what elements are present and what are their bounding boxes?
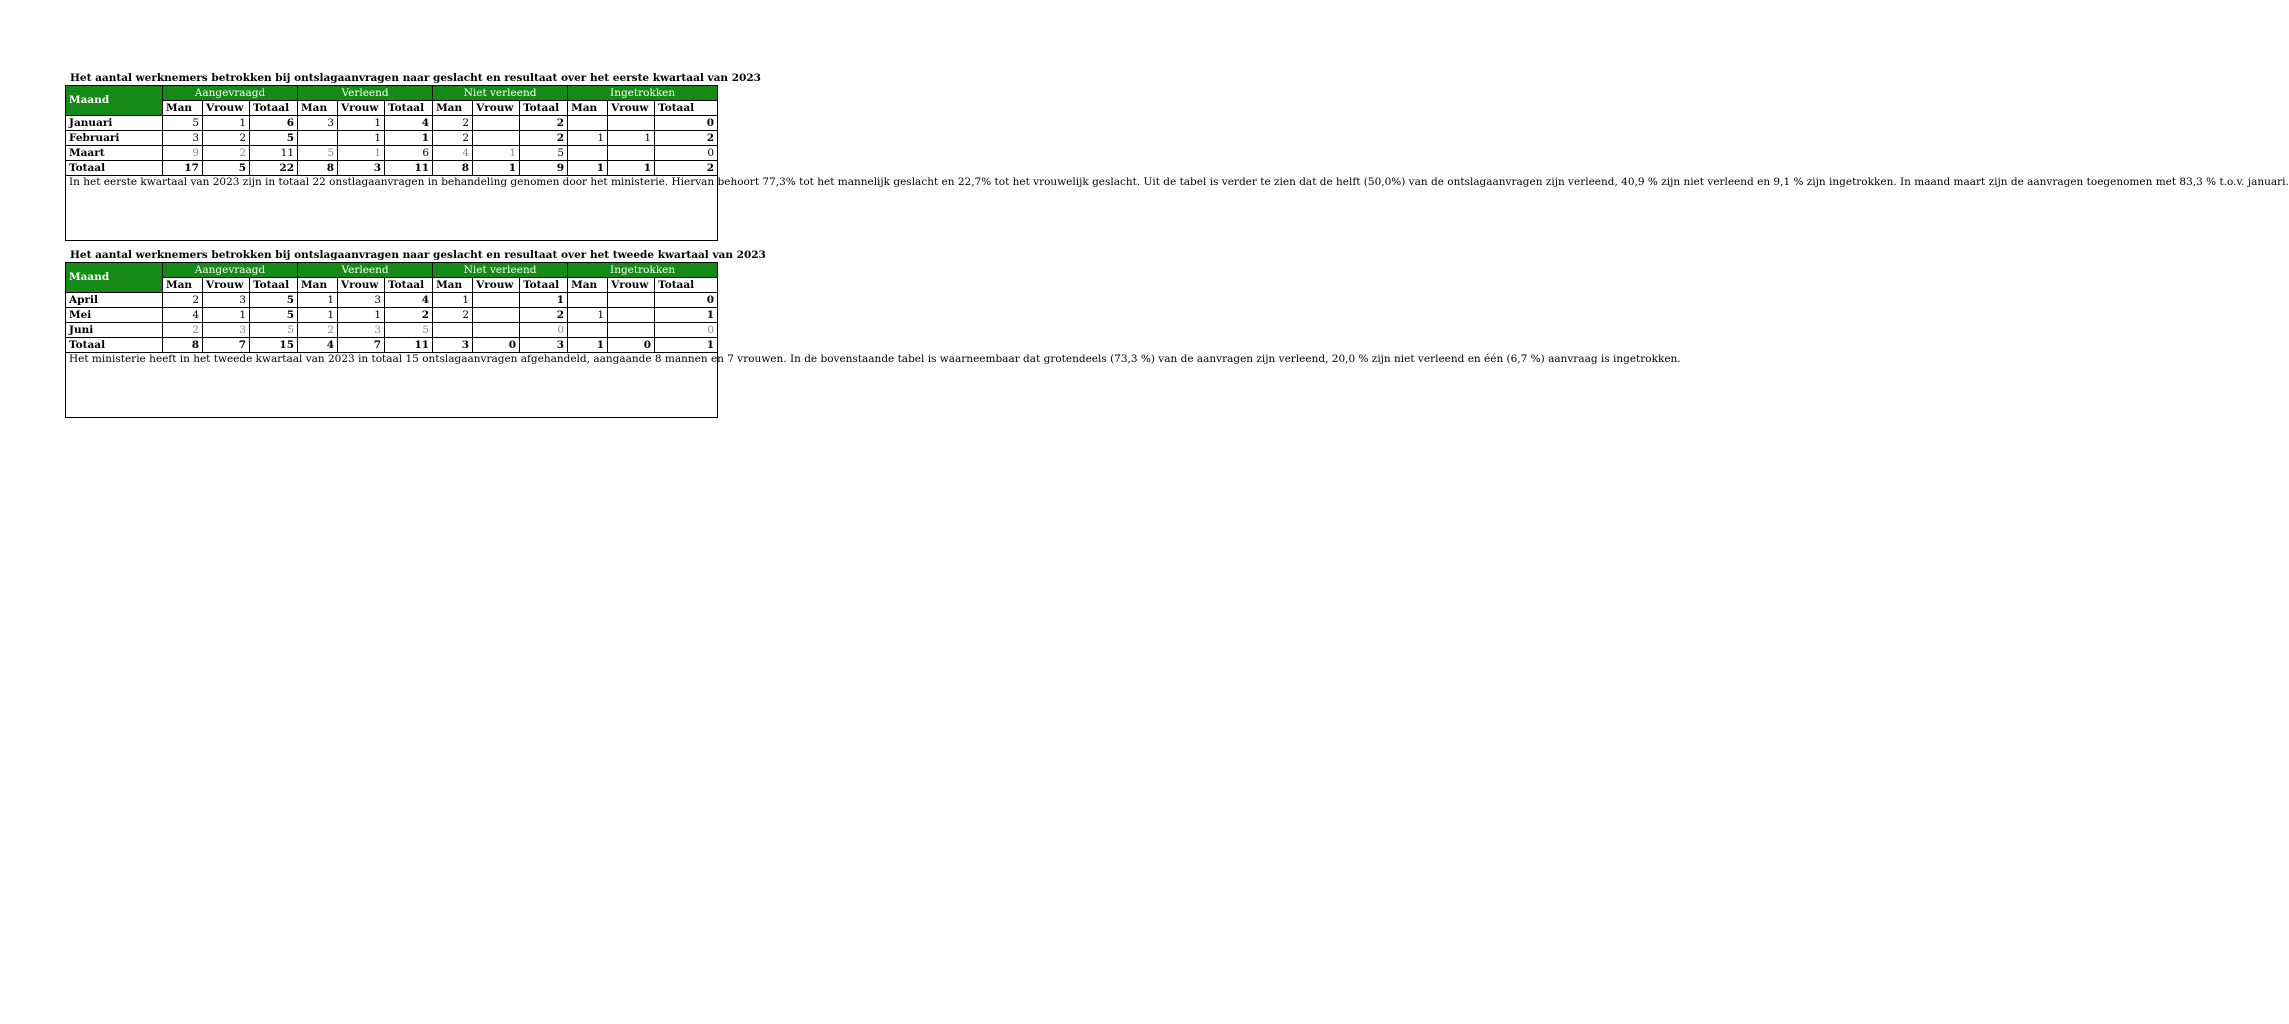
column-header: Man: [568, 101, 608, 116]
table-cell: [568, 146, 608, 161]
column-header: Vrouw: [473, 278, 520, 293]
row-label: Maart: [66, 146, 163, 161]
table-cell: 2: [298, 323, 338, 338]
group-header-row: [66, 86, 718, 101]
table-cell: 1: [568, 161, 608, 176]
table-cell: 2: [655, 161, 718, 176]
table-cell: 4: [163, 308, 203, 323]
table-cell: 1: [568, 131, 608, 146]
data-table-q1: [65, 85, 2289, 241]
table-block-q2: [65, 249, 1681, 418]
table-cell: [473, 293, 520, 308]
table-cell: 2: [520, 116, 568, 131]
table-cell: 1: [568, 338, 608, 353]
table-row: [66, 116, 718, 131]
table-cell: [608, 293, 655, 308]
table-cell: 3: [338, 161, 385, 176]
table-cell: 4: [385, 293, 433, 308]
table-cell: 0: [473, 338, 520, 353]
table-cell: 0: [655, 293, 718, 308]
table-cell: 1: [298, 293, 338, 308]
table-cell: 5: [250, 131, 298, 146]
table-cell: 1: [608, 131, 655, 146]
note-text: Het ministerie heeft in het tweede kwartaal van 2023 in totaal 15 ontslagaanvragen afgehandeld, aangaande 8 mannen en 7 vrouwen. In de bovenstaande tabel is waarneembaar dat grotendeels (73,3 %) van de aanvragen zijn verleend, 20,0 % zijn niet verleend en één (6,7 %) aanvraag is ingetrokken.: [66, 353, 718, 418]
table-cell: 3: [203, 323, 250, 338]
row-label: April: [66, 293, 163, 308]
note-row: [66, 176, 718, 241]
table-cell: [433, 323, 473, 338]
table-cell: 0: [608, 338, 655, 353]
table-cell: 4: [298, 338, 338, 353]
table-cell: [473, 116, 520, 131]
sub-header-row: [66, 278, 718, 293]
table-cell: [568, 323, 608, 338]
column-header: Vrouw: [608, 278, 655, 293]
group-header-verleend: Verleend: [298, 86, 433, 101]
table-cell: 2: [385, 308, 433, 323]
table-row: [66, 293, 718, 308]
table-cell: 1: [298, 308, 338, 323]
table-cell: 3: [298, 116, 338, 131]
table-cell: [608, 146, 655, 161]
group-header-ingetrokken: Ingetrokken: [568, 263, 718, 278]
table-cell: 3: [203, 293, 250, 308]
column-header: Man: [433, 101, 473, 116]
table-cell: [568, 116, 608, 131]
table-cell: 6: [250, 116, 298, 131]
group-header-ingetrokken: Ingetrokken: [568, 86, 718, 101]
table-title: Het aantal werknemers betrokken bij ontslagaanvragen naar geslacht en resultaat over het tweede kwartaal van 2023: [70, 249, 766, 261]
table-cell: [473, 131, 520, 146]
note-row: [66, 353, 718, 418]
table-cell: 1: [568, 308, 608, 323]
group-header-row: [66, 263, 718, 278]
column-header: Vrouw: [203, 278, 250, 293]
table-cell: 4: [385, 116, 433, 131]
table-cell: [608, 323, 655, 338]
table-cell: 2: [203, 131, 250, 146]
table-cell: 2: [433, 116, 473, 131]
sub-header-row: [66, 101, 718, 116]
table-cell: 1: [655, 308, 718, 323]
row-label: Januari: [66, 116, 163, 131]
table-cell: 5: [203, 161, 250, 176]
table-cell: 1: [203, 308, 250, 323]
table-cell: 1: [338, 131, 385, 146]
column-header: Totaal: [385, 278, 433, 293]
column-header: Vrouw: [203, 101, 250, 116]
column-header: Totaal: [250, 101, 298, 116]
table-cell: 3: [163, 131, 203, 146]
table-cell: 2: [203, 146, 250, 161]
table-cell: 1: [520, 293, 568, 308]
table-cell: 2: [163, 323, 203, 338]
table-cell: 2: [433, 308, 473, 323]
table-row: [66, 323, 718, 338]
table-cell: 1: [655, 338, 718, 353]
table-cell: 2: [520, 308, 568, 323]
table-cell: [473, 323, 520, 338]
table-cell: [608, 116, 655, 131]
table-cell: 8: [433, 161, 473, 176]
table-cell: [568, 293, 608, 308]
table-cell: 15: [250, 338, 298, 353]
row-label: Juni: [66, 323, 163, 338]
table-cell: 11: [250, 146, 298, 161]
table-cell: 9: [520, 161, 568, 176]
column-header: Totaal: [385, 101, 433, 116]
table-row: [66, 308, 718, 323]
table-cell: 1: [473, 161, 520, 176]
column-header: Totaal: [655, 101, 718, 116]
column-header: Totaal: [655, 278, 718, 293]
table-cell: 11: [385, 161, 433, 176]
group-header-verleend: Verleend: [298, 263, 433, 278]
table-cell: 2: [433, 131, 473, 146]
total-row: [66, 338, 718, 353]
group-header-niet-verleend: Niet verleend: [433, 263, 568, 278]
table-cell: 1: [203, 116, 250, 131]
table-cell: 1: [473, 146, 520, 161]
table-cell: 22: [250, 161, 298, 176]
table-title: Het aantal werknemers betrokken bij ontslagaanvragen naar geslacht en resultaat over het eerste kwartaal van 2023: [70, 72, 761, 84]
total-row: [66, 161, 718, 176]
table-cell: 2: [655, 131, 718, 146]
group-header-niet-verleend: Niet verleend: [433, 86, 568, 101]
table-cell: 6: [385, 146, 433, 161]
table-block-q1: [65, 72, 2289, 241]
column-header: Man: [568, 278, 608, 293]
table-cell: 11: [385, 338, 433, 353]
column-header: Vrouw: [338, 278, 385, 293]
table-cell: 3: [433, 338, 473, 353]
table-cell: 7: [338, 338, 385, 353]
table-cell: 0: [655, 116, 718, 131]
row-label: Mei: [66, 308, 163, 323]
table-cell: 5: [163, 116, 203, 131]
column-header: Man: [298, 278, 338, 293]
column-header-maand: Maand: [66, 263, 163, 293]
table-cell: 1: [385, 131, 433, 146]
data-table-q2: [65, 262, 1681, 418]
table-cell: 0: [655, 146, 718, 161]
table-cell: 8: [163, 338, 203, 353]
column-header: Vrouw: [338, 101, 385, 116]
column-header: Man: [298, 101, 338, 116]
table-cell: 5: [520, 146, 568, 161]
note-text: In het eerste kwartaal van 2023 zijn in totaal 22 onstlagaanvragen in behandeling genomen door het ministerie. Hiervan behoort 77,3% tot het mannelijk geslacht en 22,7% tot het vrouwelijk geslacht. Uit de tabel is verder te zien dat de helft (50,0%) van de ontslagaanvragen zijn verleend, 40,9 % zijn niet verleend en 9,1 % zijn ingetrokken. In maand maart zijn de aanvragen toegenomen met 83,3 % t.o.v. januari.: [66, 176, 718, 241]
table-cell: 9: [163, 146, 203, 161]
row-label: Februari: [66, 131, 163, 146]
table-cell: [608, 308, 655, 323]
table-cell: 17: [163, 161, 203, 176]
column-header: Totaal: [250, 278, 298, 293]
group-header-aangevraagd: Aangevraagd: [163, 263, 298, 278]
column-header: Totaal: [520, 278, 568, 293]
table-cell: 2: [520, 131, 568, 146]
column-header: Vrouw: [473, 101, 520, 116]
column-header: Man: [433, 278, 473, 293]
table-cell: 5: [298, 146, 338, 161]
table-cell: 1: [433, 293, 473, 308]
table-cell: 7: [203, 338, 250, 353]
table-cell: 5: [385, 323, 433, 338]
table-cell: 5: [250, 323, 298, 338]
table-cell: 5: [250, 308, 298, 323]
table-cell: 1: [338, 146, 385, 161]
table-cell: [473, 308, 520, 323]
table-cell: 4: [433, 146, 473, 161]
table-cell: 0: [655, 323, 718, 338]
column-header: Totaal: [520, 101, 568, 116]
table-cell: 8: [298, 161, 338, 176]
table-cell: 1: [338, 308, 385, 323]
table-row: [66, 146, 718, 161]
table-cell: 3: [520, 338, 568, 353]
table-cell: 3: [338, 293, 385, 308]
column-header: Man: [163, 101, 203, 116]
table-cell: 2: [163, 293, 203, 308]
row-label: Totaal: [66, 338, 163, 353]
table-cell: 1: [338, 116, 385, 131]
column-header-maand: Maand: [66, 86, 163, 116]
table-cell: 5: [250, 293, 298, 308]
group-header-aangevraagd: Aangevraagd: [163, 86, 298, 101]
table-cell: 0: [520, 323, 568, 338]
table-cell: 3: [338, 323, 385, 338]
column-header: Man: [163, 278, 203, 293]
column-header: Vrouw: [608, 101, 655, 116]
table-cell: 1: [608, 161, 655, 176]
table-cell: [298, 131, 338, 146]
table-row: [66, 131, 718, 146]
row-label: Totaal: [66, 161, 163, 176]
